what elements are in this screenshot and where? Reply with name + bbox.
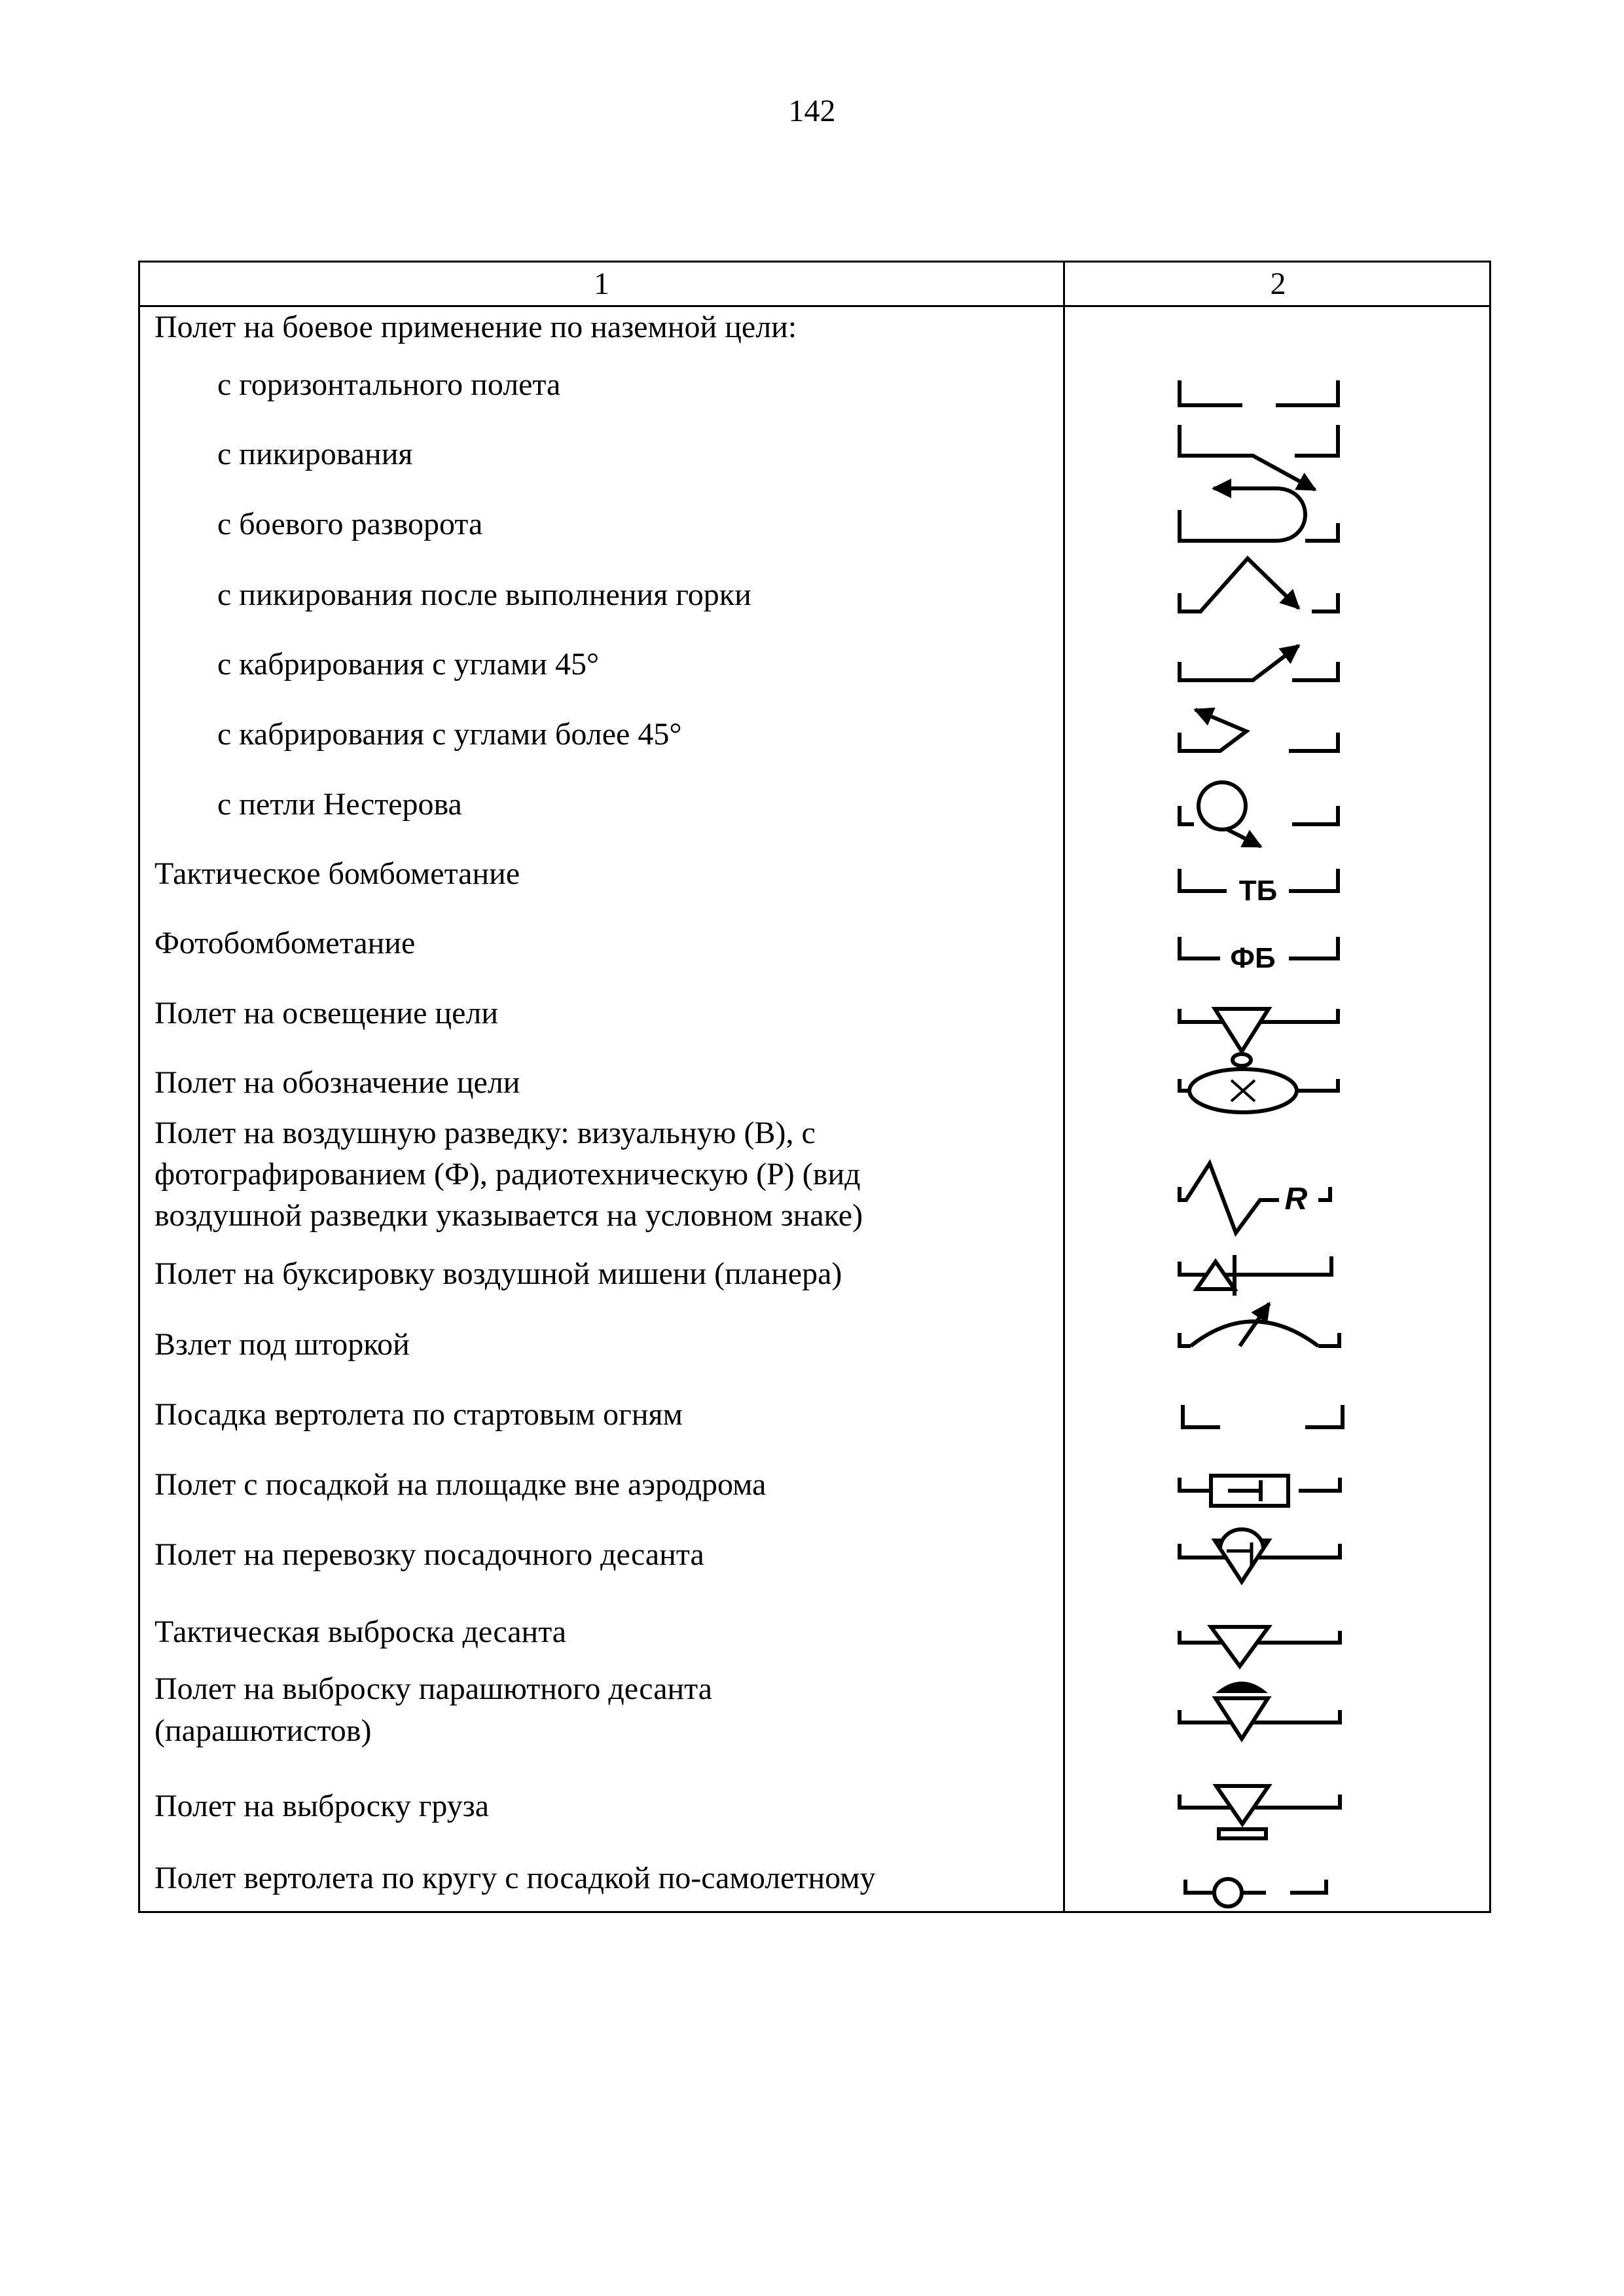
row-text-target-towing: Полет на буксировку воздушной мишени (планера) <box>154 1256 842 1291</box>
dive-symbol <box>1180 425 1338 490</box>
off-airfield-landing-symbol <box>1180 1476 1340 1506</box>
paratrooper-drop-symbol <box>1180 1682 1340 1740</box>
column-header-2: 2 <box>1270 266 1286 301</box>
row-text-pitch-up-over-45: с кабрирования с углами более 45° <box>217 717 682 752</box>
page-number: 142 <box>788 94 836 128</box>
photo-bombing-symbol <box>1180 937 1338 974</box>
row-text-off-airfield-landing: Полет с посадкой на площадке вне аэродрома <box>154 1467 767 1502</box>
row-text-combat-turn: с боевого разворота <box>217 507 483 541</box>
row-text-air-recon-line3: воздушной разведки указывается на условном знаке) <box>154 1198 863 1233</box>
symbols-table <box>138 261 1491 1913</box>
air-reconnaissance-symbol <box>1180 1163 1330 1233</box>
row-text-horizontal-flight: с горизонтального полета <box>217 367 561 402</box>
row-text-tactical-drop: Тактическая выброска десанта <box>154 1614 567 1649</box>
row-text-helicopter-circuit: Полет вертолета по кругу с посадкой по-самолетному <box>154 1861 876 1895</box>
symbols-column <box>1066 263 1491 1912</box>
combat-turn-symbol <box>1180 488 1338 541</box>
row-text-air-recon-line1: Полет на воздушную разведку: визуальную (В), с <box>154 1116 816 1150</box>
target-marking-symbol <box>1180 1069 1338 1112</box>
row-text-dive: с пикирования <box>217 437 413 471</box>
photo-bombing-label: ФБ <box>1230 942 1276 974</box>
horizontal-flight-symbol <box>1180 380 1338 405</box>
helicopter-circuit-symbol <box>1185 1879 1326 1906</box>
row-text-dive-after-climb: с пикирования после выполнения горки <box>217 577 751 612</box>
row-text-air-recon-line2: фотографированием (Ф), радиотехническую (Р) (вид <box>154 1157 861 1192</box>
row-text-paratrooper-drop-line2: (парашютистов) <box>154 1713 372 1748</box>
helicopter-landing-lights-symbol <box>1183 1405 1343 1427</box>
row-text-helicopter-landing-lights: Посадка вертолета по стартовым огням <box>154 1397 683 1432</box>
row-text-landing-force-transport: Полет на перевозку посадочного десанта <box>154 1537 704 1572</box>
nesterov-loop-symbol <box>1180 782 1338 847</box>
row-text-tactical-bombing: Тактическое бомбометание <box>154 856 520 891</box>
column-header-1: 1 <box>594 266 609 301</box>
row-text-paratrooper-drop-line1: Полет на выброску парашютного десанта <box>154 1671 713 1706</box>
tactical-bombing-symbol <box>1180 869 1338 907</box>
tactical-bombing-label: ТБ <box>1238 875 1278 907</box>
row-text-hood-takeoff: Взлет под шторкой <box>154 1327 410 1362</box>
dive-after-climb-symbol <box>1180 558 1338 611</box>
hood-takeoff-symbol <box>1180 1303 1339 1346</box>
row-text-ground-attack: Полет на боевое применение по наземной цели: <box>154 310 797 344</box>
row-text-target-illumination: Полет на освещение цели <box>154 996 499 1030</box>
row-text-photo-bombing: Фотобомбометание <box>154 926 416 960</box>
air-reconnaissance-label: R <box>1284 1182 1308 1216</box>
target-towing-symbol <box>1180 1255 1331 1296</box>
cargo-drop-symbol <box>1180 1786 1340 1838</box>
landing-force-transport-symbol <box>1180 1529 1340 1582</box>
row-text-cargo-drop: Полет на выброску груза <box>154 1789 490 1823</box>
row-text-pitch-up-45: с кабрирования с углами 45° <box>217 647 600 682</box>
target-illumination-symbol <box>1180 1009 1338 1066</box>
row-text-target-marking: Полет на обозначение цели <box>154 1065 520 1100</box>
pitch-up-45-symbol <box>1180 646 1338 680</box>
column-divider <box>1063 263 1065 1911</box>
row-text-nesterov-loop: с петли Нестерова <box>217 787 462 822</box>
pitch-up-over-45-symbol <box>1180 710 1338 751</box>
tactical-drop-symbol <box>1180 1627 1340 1666</box>
